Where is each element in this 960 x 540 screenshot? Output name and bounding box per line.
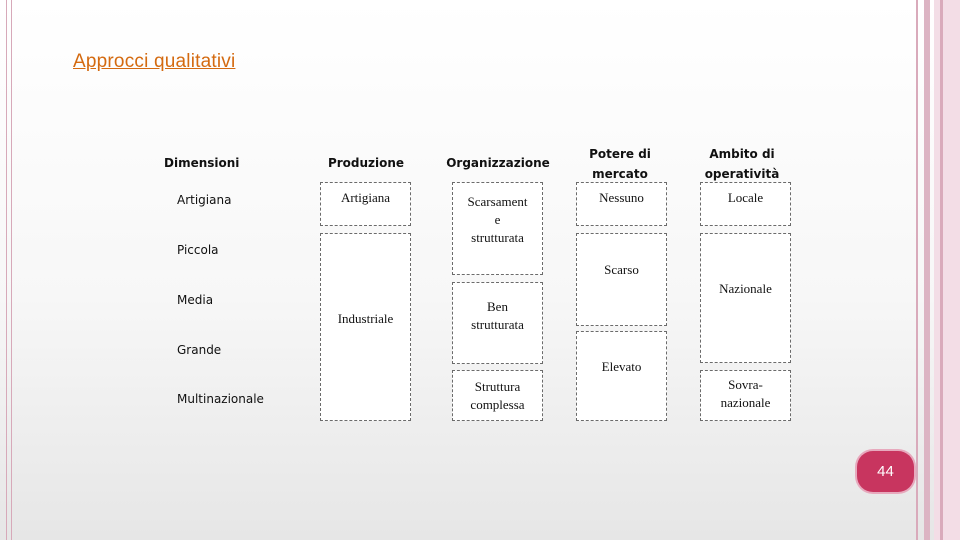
potere-nessuno-text: Nessuno	[599, 190, 644, 205]
organizzazione-scarsamente-line2: e	[494, 212, 501, 227]
slide-title: Approcci qualitativi	[73, 51, 236, 72]
organizzazione-complessa-line2: complessa	[470, 397, 525, 412]
organizzazione-box-scarsamente	[452, 182, 543, 275]
produzione-box-industriale	[320, 233, 411, 421]
header-potere-line1: Potere di	[589, 147, 651, 161]
produzione-industriale-text: Industriale	[337, 311, 394, 326]
header-potere-line2: mercato	[592, 167, 648, 181]
potere-scarso-text: Scarso	[604, 262, 639, 277]
organizzazione-scarsamente-line1: Scarsament	[467, 194, 528, 209]
potere-box-nessuno	[576, 182, 667, 226]
page-number-badge: 44	[857, 451, 914, 492]
right-frame-border	[916, 0, 960, 540]
ambito-sovranazionale-line1: Sovra-	[728, 377, 763, 392]
organizzazione-ben-line1: Ben	[487, 299, 508, 314]
ambito-nazionale-text: Nazionale	[719, 281, 772, 296]
potere-elevato-text: Elevato	[601, 359, 642, 374]
ambito-box-locale	[700, 182, 791, 226]
organizzazione-box-ben-strutturata	[452, 282, 543, 364]
dimension-grande: Grande	[177, 343, 222, 357]
ambito-sovranazionale-line2: nazionale	[720, 395, 771, 410]
dimension-multinazionale: Multinazionale	[177, 392, 264, 406]
ambito-box-nazionale	[700, 233, 791, 363]
dimension-piccola: Piccola	[177, 243, 219, 257]
organizzazione-box-complessa	[452, 370, 543, 421]
header-dimensioni: Dimensioni	[164, 156, 240, 170]
header-organizzazione: Organizzazione	[446, 156, 550, 170]
produzione-box-artigiana	[320, 182, 411, 226]
organizzazione-complessa-line1: Struttura	[474, 379, 521, 394]
header-produzione: Produzione	[327, 156, 405, 170]
dimension-media: Media	[177, 293, 214, 307]
organizzazione-ben-line2: strutturata	[471, 317, 524, 332]
potere-box-elevato	[576, 331, 667, 421]
header-ambito-line2: operatività	[704, 167, 780, 181]
ambito-locale-text: Locale	[727, 190, 764, 205]
left-frame-border	[6, 0, 12, 540]
header-ambito-line1: Ambito di	[709, 147, 775, 161]
produzione-artigiana-text: Artigiana	[340, 190, 391, 205]
potere-box-scarso	[576, 233, 667, 326]
dimension-artigiana: Artigiana	[177, 193, 232, 207]
ambito-box-sovranazionale	[700, 370, 791, 421]
organizzazione-scarsamente-line3: strutturata	[471, 230, 524, 245]
